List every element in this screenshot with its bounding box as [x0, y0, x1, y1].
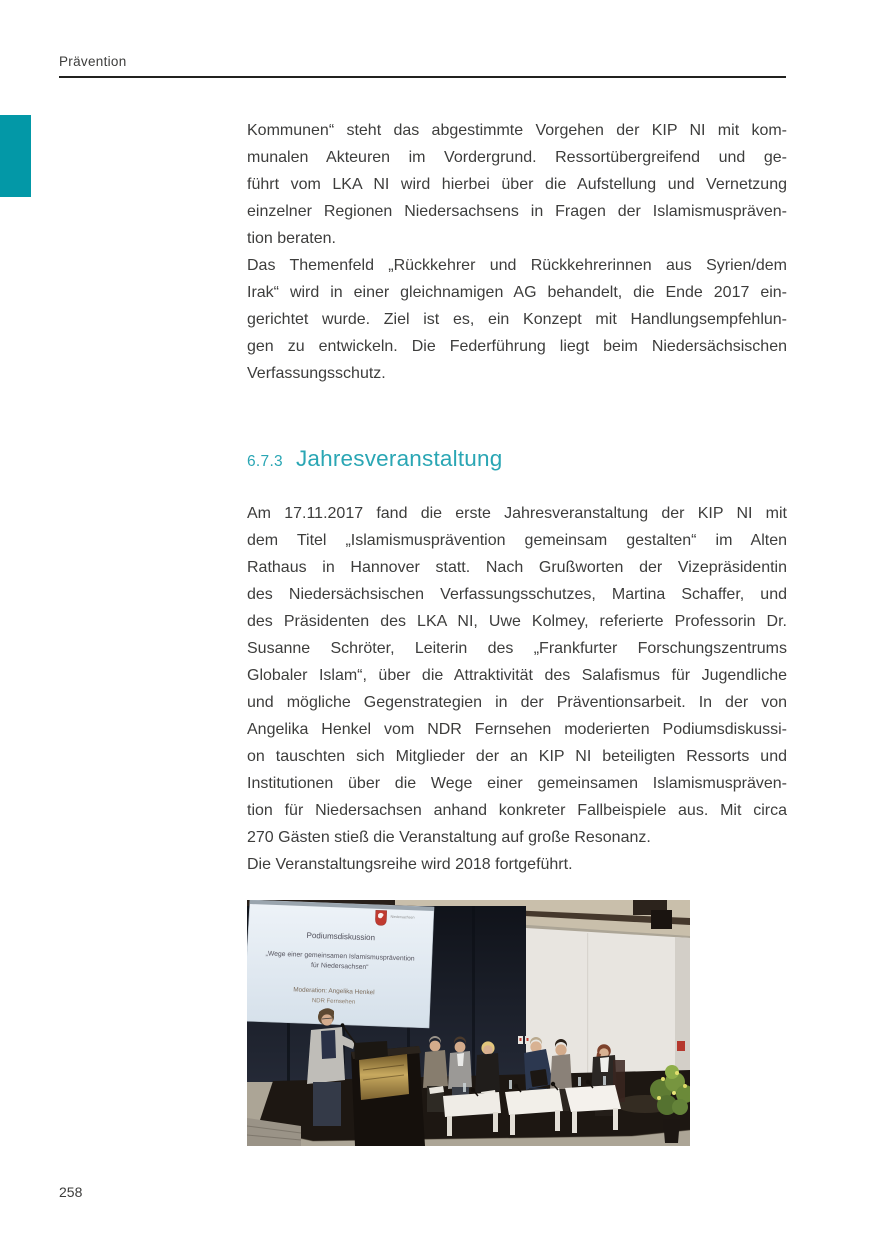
fire-alarm-box	[677, 1041, 685, 1051]
text-block-1	[247, 117, 787, 387]
paragraph: Das Themenfeld „Rückkehrer und Rückkehrerinnen aus Syrien/dem Irak“ wird in einer gleichnamigen AG behandelt, die Ende 2017 ein- gerichtet wurde. Ziel ist es, ein Konzept mit Handlungsempfehlun- gen zu entwickeln. Die Federführung liegt beim Niedersächsischen Verfassungsschutz.	[247, 257, 787, 382]
coat-of-arms-icon	[375, 910, 387, 925]
slide-moderation-line2: NDR Fernsehen	[311, 998, 356, 1006]
paragraph: Am 17.11.2017 fand die erste Jahresveranstaltung der KIP NI mit dem Titel „Islamismusprävention gemeinsam gestalten“ im Alten Rathaus in Hannover statt. Nach Grußworten der Vizepräsidentin des Niedersächsischen Verfassungsschutzes, Martina Schaffer, und des Präsidenten des LKA NI, Uwe Kolmey, referierte Professorin Dr. Susanne Schröter, Leiterin des „Frankfurter Forschungszentrums Globaler Islam“, über die Attraktivität des Salafismus für Jugendliche und mögliche Gegenstrategien in der Präventionsarbeit. In der von Angelika Henkel vom NDR Fernsehen moderierten Podiumsdiskussi- on tauschten sich Mitglieder der an KIP NI beteiligten Ressorts und Institutionen über die Wege einer gemeinsamen Islamismuspräven- tion für Niedersachsen anhand konkreter Fallbeispiele aus. Mit circa 270 Gästen stieß die Veranstaltung auf große Resonanz.	[247, 505, 787, 846]
text-block-2	[247, 500, 787, 878]
running-header: Prävention	[59, 54, 127, 69]
section-title: Jahresveranstaltung	[295, 446, 503, 471]
slide-topic-line1: „Wege einer gemeinsamen Islamismusprävention	[265, 950, 415, 963]
slide-title: Podiumsdiskussion	[306, 930, 376, 943]
page-number: 258	[59, 1184, 83, 1200]
speaker-box	[651, 910, 672, 929]
slide-emblem-label: Niedersachsen	[390, 914, 415, 920]
chapter-thumb-marker	[0, 115, 31, 197]
paragraph: Kommunen“ steht das abgestimmte Vorgehen der KIP NI mit kom- munalen Akteuren im Vordergrund. Ressortübergreifend und ge- führt vom LKA NI wird hierbei über die Aufstellung und Vernetzung einzelner Regionen Niedersachsens in Fragen der Islamismuspräven- tion beraten.	[247, 122, 787, 247]
event-photo	[247, 900, 690, 1146]
event-photo-illustration	[247, 900, 690, 1146]
projection-screen	[247, 900, 434, 1028]
section-number: 6.7.3	[247, 453, 283, 470]
paragraph: Die Veranstaltungsreihe wird 2018 fortgeführt.	[247, 856, 573, 873]
section-heading	[247, 446, 502, 472]
slide-topic-line2: für Niedersachsen“	[310, 962, 369, 972]
slide-moderation-line1: Moderation: Angelika Henkel	[293, 986, 375, 997]
header-rule	[59, 76, 786, 78]
